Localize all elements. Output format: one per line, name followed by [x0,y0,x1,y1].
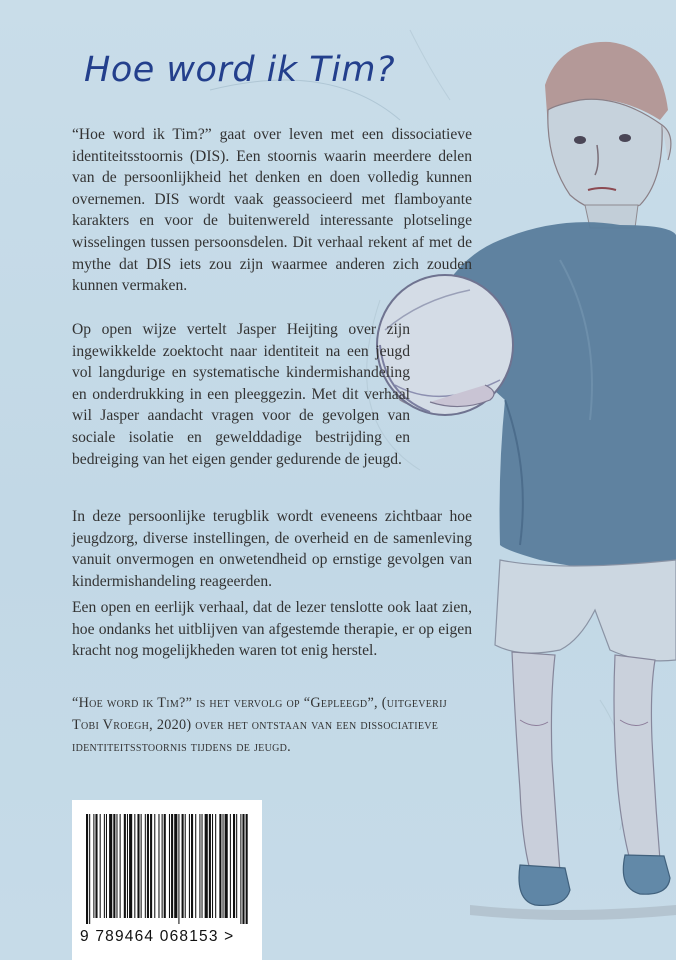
isbn-barcode [72,800,262,960]
book-title: Hoe word ik Tim? [84,50,396,90]
blurb-paragraph-4: Een open en eerlijk verhaal, dat de lezer tenslotte ook laat zien, hoe ondanks het uitblijven van afgestemde therapie, er op eigen kracht nog mogelijkheden waren tot enig herstel. [72,599,472,660]
blurb-paragraph-1: “Hoe word ik Tim?” gaat over leven met een dissociatieve identiteitsstoornis (DIS). Een stoornis waarin meerdere delen van de persoonlijkheid het denken en doen volledig kunnen overnemen. DIS wordt vaak geassocieerd met flamboyante karakters en voor de buitenwereld interessante plotselinge wisselingen tussen persoonsdelen. Dit verhaal rekent af met de mythe dat DIS iets zou zijn waarmee anderen zich zouden kunnen vermaken. [72,126,472,295]
sequel-note: “Hoe word ik Tim?” is het vervolg op “Gepleegd”, (uitgeverij Tobi Vroegh, 2020) over het ontstaan van een dissociatieve identiteitsstoornis tijdens de jeugd. [72,695,447,755]
blurb-paragraph-2: Op open wijze vertelt Jasper Heijting over zijn ingewikkelde zoektocht naar identiteit na een jeugd vol langdurige en systematische kindermishandeling en onderdrukking in een pleeggezin. Met dit verhaal wil Jasper aandacht vragen voor de gevolgen van sociale isolatie en gewelddadige bestrijding en bedreiging van het eigen gender gedurende de jeugd. [72,321,410,468]
barcode-bars [86,814,248,924]
blurb-paragraph-3: In deze persoonlijke terugblik wordt eveneens zichtbaar hoe jeugdzorg, diverse instellingen, de overheid en de samenleving vanuit onvermogen en onwetendheid op ernstige gevolgen van kindermishandeling reageerden. [72,508,472,590]
isbn-number: 9 789464 068153 > [80,928,235,945]
